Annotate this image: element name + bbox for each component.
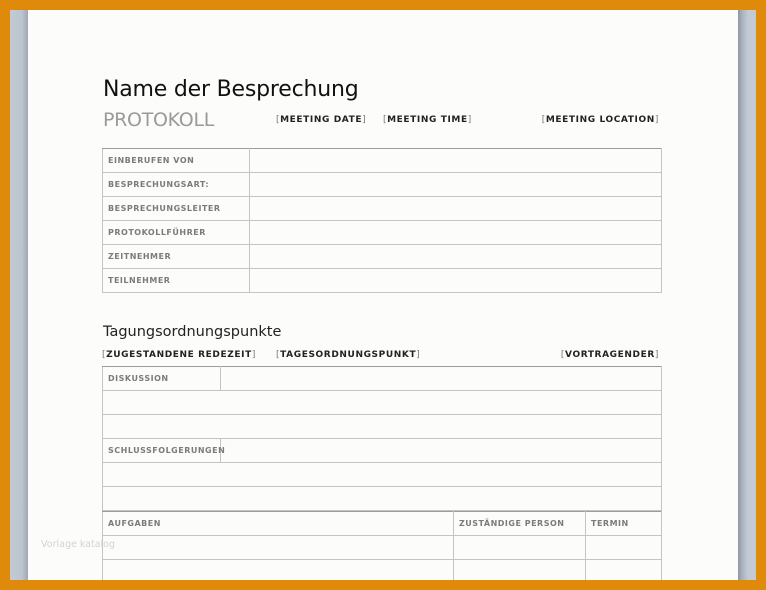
- row-label: TEILNEHMER: [103, 269, 250, 293]
- discussion-label: DISKUSSION: [103, 367, 221, 391]
- table-row: [103, 463, 662, 487]
- table-row: [103, 173, 662, 197]
- meeting-info-table: [102, 148, 662, 293]
- document-window: [10, 10, 756, 580]
- row-label: PROTOKOLLFÜHRER: [103, 221, 250, 245]
- person-column-header: ZUSTÄNDIGE PERSON: [454, 512, 586, 536]
- table-header-row: [103, 512, 662, 536]
- watermark: Vorlage katalog: [41, 539, 116, 550]
- agenda-item-placeholder[interactable]: [TAGESORDNUNGSPUNKT]: [276, 350, 421, 360]
- document-page: [28, 10, 738, 580]
- zeitnehmer-field[interactable]: [250, 245, 662, 269]
- left-margin-bar: [10, 10, 28, 580]
- table-row: [103, 439, 662, 463]
- table-row: [103, 197, 662, 221]
- person-cell[interactable]: [454, 560, 586, 581]
- agenda-table: [102, 366, 662, 511]
- deadline-cell[interactable]: [586, 560, 662, 581]
- protokollfuehrer-field[interactable]: [250, 221, 662, 245]
- row-label: ZEITNEHMER: [103, 245, 250, 269]
- conclusions-line[interactable]: [103, 463, 662, 487]
- meeting-time-label: MEETING TIME: [387, 115, 468, 125]
- conclusions-field[interactable]: [221, 439, 662, 463]
- tasks-table: [102, 511, 662, 580]
- allotted-time-label: ZUGESTANDENE REDEZEIT: [106, 350, 252, 360]
- agenda-item-label: TAGESORDNUNGSPUNKT: [280, 350, 417, 360]
- task-cell[interactable]: [103, 536, 454, 560]
- deadline-cell[interactable]: [586, 536, 662, 560]
- row-label: BESPRECHUNGSART:: [103, 173, 250, 197]
- meeting-title[interactable]: Name der Besprechung: [103, 77, 359, 102]
- table-row: [103, 487, 662, 511]
- table-row: [103, 391, 662, 415]
- person-cell[interactable]: [454, 536, 586, 560]
- einberufen-von-field[interactable]: [250, 149, 662, 173]
- meeting-date-placeholder[interactable]: [MEETING DATE]: [276, 115, 367, 125]
- presenter-placeholder[interactable]: [VORTRAGENDER]: [560, 350, 659, 360]
- row-label: EINBERUFEN VON: [103, 149, 250, 173]
- conclusions-line[interactable]: [103, 487, 662, 511]
- besprechungsleiter-field[interactable]: [250, 197, 662, 221]
- discussion-line[interactable]: [103, 391, 662, 415]
- deadline-column-header: TERMIN: [586, 512, 662, 536]
- table-row: [103, 367, 662, 391]
- table-row: [103, 560, 662, 581]
- right-scroll-bar[interactable]: [738, 10, 756, 580]
- table-row: [103, 245, 662, 269]
- row-label: BESPRECHUNGSLEITER: [103, 197, 250, 221]
- discussion-line[interactable]: [103, 415, 662, 439]
- table-row: [103, 221, 662, 245]
- tasks-column-header: AUFGABEN: [103, 512, 454, 536]
- document-subtitle: PROTOKOLL: [103, 109, 215, 131]
- conclusions-label: SCHLUSSFOLGERUNGEN: [103, 439, 221, 463]
- discussion-field[interactable]: [221, 367, 662, 391]
- table-row: [103, 269, 662, 293]
- presenter-label: VORTRAGENDER: [565, 350, 655, 360]
- task-cell[interactable]: [103, 560, 454, 581]
- meeting-location-placeholder[interactable]: [MEETING LOCATION]: [541, 115, 659, 125]
- meeting-location-label: MEETING LOCATION: [545, 115, 655, 125]
- teilnehmer-field[interactable]: [250, 269, 662, 293]
- table-row: [103, 149, 662, 173]
- agenda-heading: Tagungsordnungspunkte: [103, 324, 282, 340]
- meeting-date-label: MEETING DATE: [280, 115, 363, 125]
- meeting-time-placeholder[interactable]: [MEETING TIME]: [383, 115, 472, 125]
- table-row: [103, 536, 662, 560]
- besprechungsart-field[interactable]: [250, 173, 662, 197]
- table-row: [103, 415, 662, 439]
- allotted-time-placeholder[interactable]: [ZUGESTANDENE REDEZEIT]: [102, 350, 256, 360]
